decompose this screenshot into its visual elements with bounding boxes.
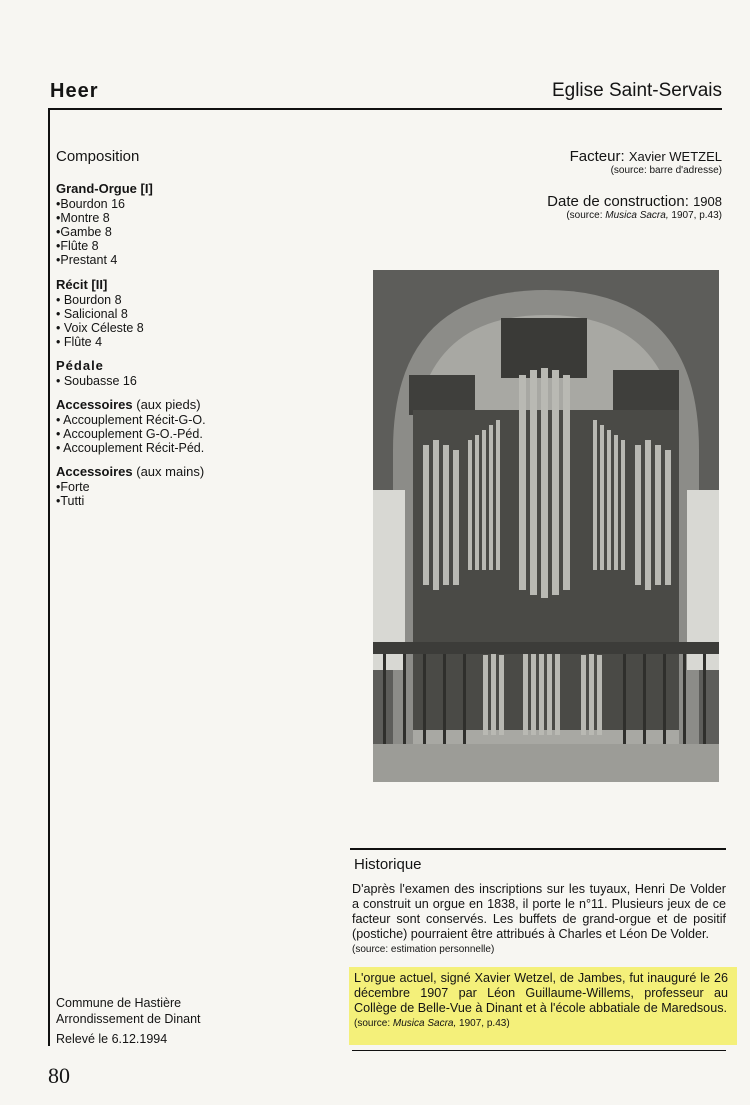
stop-item: •Gambe 8 xyxy=(56,225,112,239)
section-heading: Grand-Orgue [I] xyxy=(56,181,153,196)
stop-item: •Montre 8 xyxy=(56,211,110,225)
date-label: Date de construction: xyxy=(547,193,689,210)
section-heading: Pédale xyxy=(56,358,104,373)
historique-paragraph-1: D'après l'examen des inscriptions sur les tuyaux, Henri De Volder a construit un orgue en 1838, il porte le n°11. Plusieurs jeux de ce facteur sont conservés. Les buffets de grand-orgue et de positif (postiche) pourraient être attribués à Charles et Léon De Volder. (source: estimation personnelle) xyxy=(352,882,726,955)
historique-title: Historique xyxy=(354,856,422,873)
section-accessoires-mains xyxy=(56,465,204,508)
section-recit xyxy=(56,278,144,349)
facteur-source: (source: barre d'adresse) xyxy=(610,165,722,176)
facteur-label: Facteur: xyxy=(569,148,625,165)
page-number: 80 xyxy=(48,1063,70,1088)
stop-item: •Flûte 8 xyxy=(56,239,99,253)
stop-item: • Bourdon 8 xyxy=(56,293,122,307)
left-rule xyxy=(48,108,50,1046)
stop-item: • Accouplement Récit-G-O. xyxy=(56,413,206,427)
date-block xyxy=(547,193,722,221)
stop-item: •Forte xyxy=(56,480,90,494)
section-pedale xyxy=(56,359,137,388)
page-title-church: Eglise Saint-Servais xyxy=(551,80,722,101)
stop-item: • Flûte 4 xyxy=(56,335,103,349)
stop-item: • Voix Céleste 8 xyxy=(56,321,144,335)
section-grand-orgue xyxy=(56,182,153,267)
stop-item: •Tutti xyxy=(56,494,85,508)
historique-source-2: (source: Musica Sacra, 1907, p.43) xyxy=(354,1018,510,1029)
page-title-place: Heer xyxy=(50,80,99,102)
date-value: 1908 xyxy=(693,194,722,209)
historique-bottom-rule xyxy=(352,1050,726,1051)
releve-date: Relevé le 6.12.1994 xyxy=(56,1032,168,1046)
arrondissement: Arrondissement de Dinant xyxy=(56,1012,201,1026)
section-heading: Accessoires (aux pieds) xyxy=(56,397,201,412)
section-heading: Récit [II] xyxy=(56,277,108,292)
historique-source-1: (source: estimation personnelle) xyxy=(352,944,495,955)
header-rule xyxy=(49,108,722,110)
stop-item: • Accouplement Récit-Péd. xyxy=(56,441,205,455)
facteur-block xyxy=(570,148,722,176)
stop-item: •Bourdon 16 xyxy=(56,197,126,211)
stop-item: •Prestant 4 xyxy=(56,253,118,267)
stop-item: • Accouplement G-O.-Péd. xyxy=(56,427,203,441)
stop-item: • Salicional 8 xyxy=(56,307,128,321)
commune: Commune de Hastière xyxy=(56,996,182,1010)
composition-title: Composition xyxy=(56,148,140,165)
location-block xyxy=(56,995,201,1027)
historique-rule xyxy=(350,848,726,850)
organ-photo xyxy=(373,270,719,782)
section-heading: Accessoires (aux mains) xyxy=(56,464,205,479)
historique-paragraph-2: L'orgue actuel, signé Xavier Wetzel, de Jambes, fut inauguré le 26 décembre 1907 par Léon Guillaume-Willems, professeur au Collège de Belle-Vue à Dinant et à l'école abbatiale de Maredsous. (source: Musica Sacra, 1907, p.43) xyxy=(354,971,728,1029)
section-accessoires-pieds xyxy=(56,398,206,455)
facteur-value: Xavier WETZEL xyxy=(628,149,722,164)
date-source: (source: Musica Sacra, 1907, p.43) xyxy=(566,210,722,221)
stop-item: • Soubasse 16 xyxy=(56,374,137,388)
